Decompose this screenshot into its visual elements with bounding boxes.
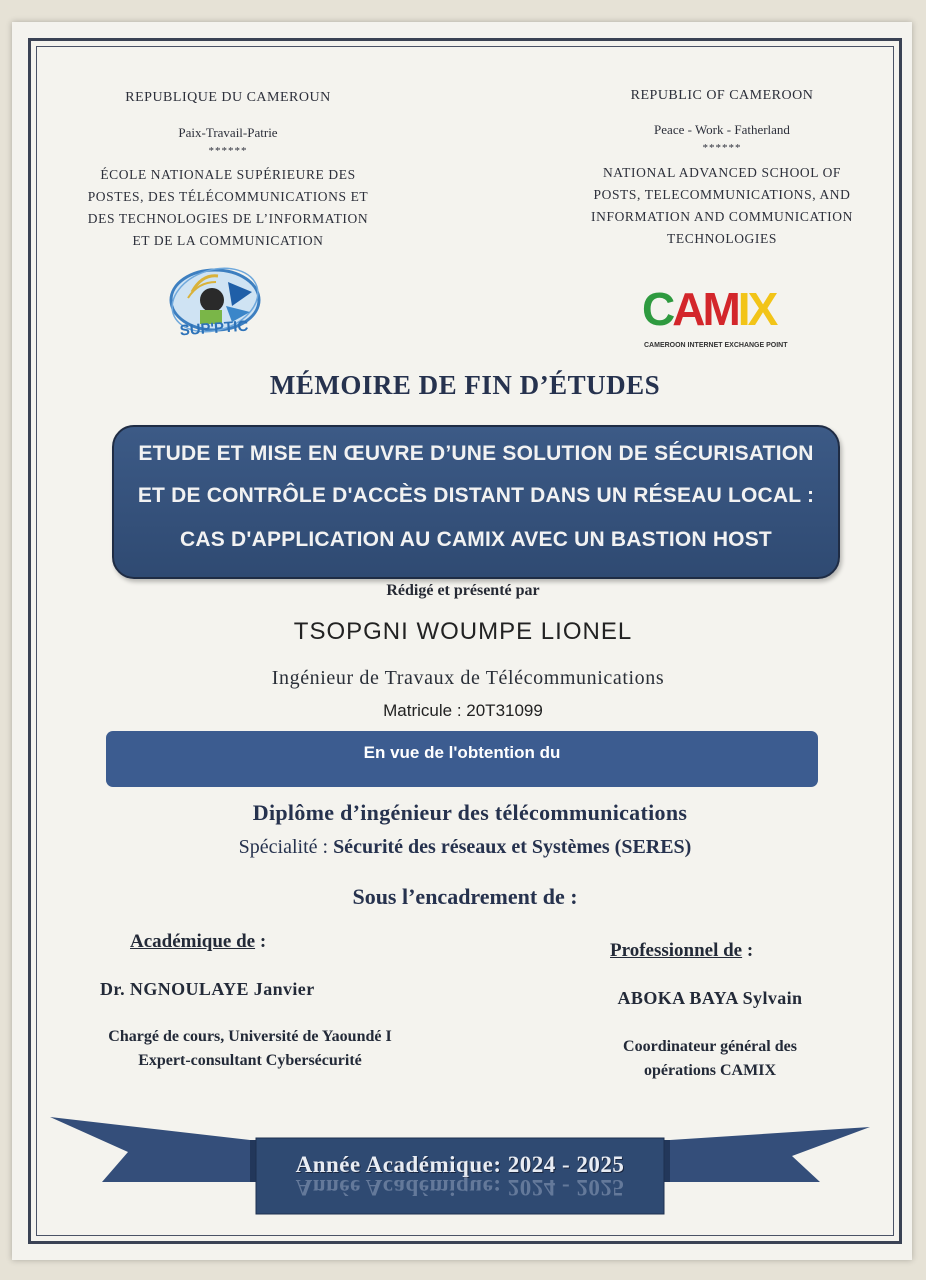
document-type-title: MÉMOIRE DE FIN D’ÉTUDES (269, 370, 661, 400)
camix-logo-subtext: CAMEROON INTERNET EXCHANGE POINT (644, 342, 788, 349)
supptic-logo (140, 262, 290, 344)
country-en: REPUBLIC OF CAMEROON (630, 88, 814, 103)
stars-en: ****** (702, 142, 742, 154)
presented-by: Rédigé et présenté par (386, 582, 540, 599)
topic-box (112, 425, 840, 579)
camix-logo-text: CAMIX (642, 283, 776, 335)
topic-line-2: ET DE CONTRÔLE D'ACCÈS DISTANT DANS UN RÉSEAU LOCAL : (137, 484, 815, 507)
academic-supervisor-name: Dr. NGNOULAYE Janvier (100, 979, 315, 999)
pursuit-banner (106, 731, 818, 787)
topic-line-3: CAS D'APPLICATION AU CAMIX AVEC UN BASTION HOST (180, 528, 772, 551)
author-name: TSOPGNI WOUMPE LIONEL (293, 618, 633, 645)
school-name-fr: ÉCOLE NATIONALE SUPÉRIEURE DES POSTES, DES TÉLÉCOMMUNICATIONS ET DES TECHNOLOGIES DE L’INFORMATION ET DE LA COMMUNICATION (87, 167, 369, 248)
academic-heading: Académique de : (130, 931, 267, 952)
camix-logo (640, 278, 790, 358)
pursuit-text: En vue de l'obtention du (363, 743, 561, 762)
professional-supervisor-name: ABOKA BAYA Sylvain (617, 988, 803, 1008)
speciality-value: Sécurité des réseaux et Systèmes (SERES) (333, 836, 692, 858)
stars-fr: ****** (208, 145, 248, 157)
academic-year-reflection: Année Académique: 2024 - 2025 (295, 1175, 625, 1200)
author-grade: Ingénieur de Travaux de Télécommunications (271, 667, 665, 689)
professional-heading: Professionnel de : (610, 940, 754, 961)
diploma-title: Diplôme d’ingénieur des télécommunications (252, 800, 688, 825)
professional-supervisor-roles: Coordinateur général des opérations CAMIX (623, 1038, 797, 1079)
supptic-logo-text: SUP'PTIC (179, 317, 249, 340)
speciality-label: Spécialité : (238, 836, 334, 858)
academic-supervisor-roles: Chargé de cours, Université de Yaoundé I Expert-consultant Cybersécurité (108, 1028, 392, 1069)
motto-en: Peace - Work - Fatherland (654, 122, 790, 137)
matricule: Matricule : 20T31099 (383, 701, 543, 720)
country-fr: REPUBLIQUE DU CAMEROUN (125, 90, 331, 105)
school-name-en: NATIONAL ADVANCED SCHOOL OF POSTS, TELECOMMUNICATIONS, AND INFORMATION AND COMMUNICATION TECHNOLOGIES (591, 165, 853, 246)
topic-line-1: ETUDE ET MISE EN ŒUVRE D’UNE SOLUTION DE SÉCURISATION (138, 442, 814, 465)
motto-fr: Paix-Travail-Patrie (178, 125, 278, 140)
academic-year: Année Académique: 2024 - 2025 (295, 1152, 625, 1177)
supervision-title: Sous l’encadrement de : (352, 884, 578, 909)
speciality (80, 836, 850, 859)
